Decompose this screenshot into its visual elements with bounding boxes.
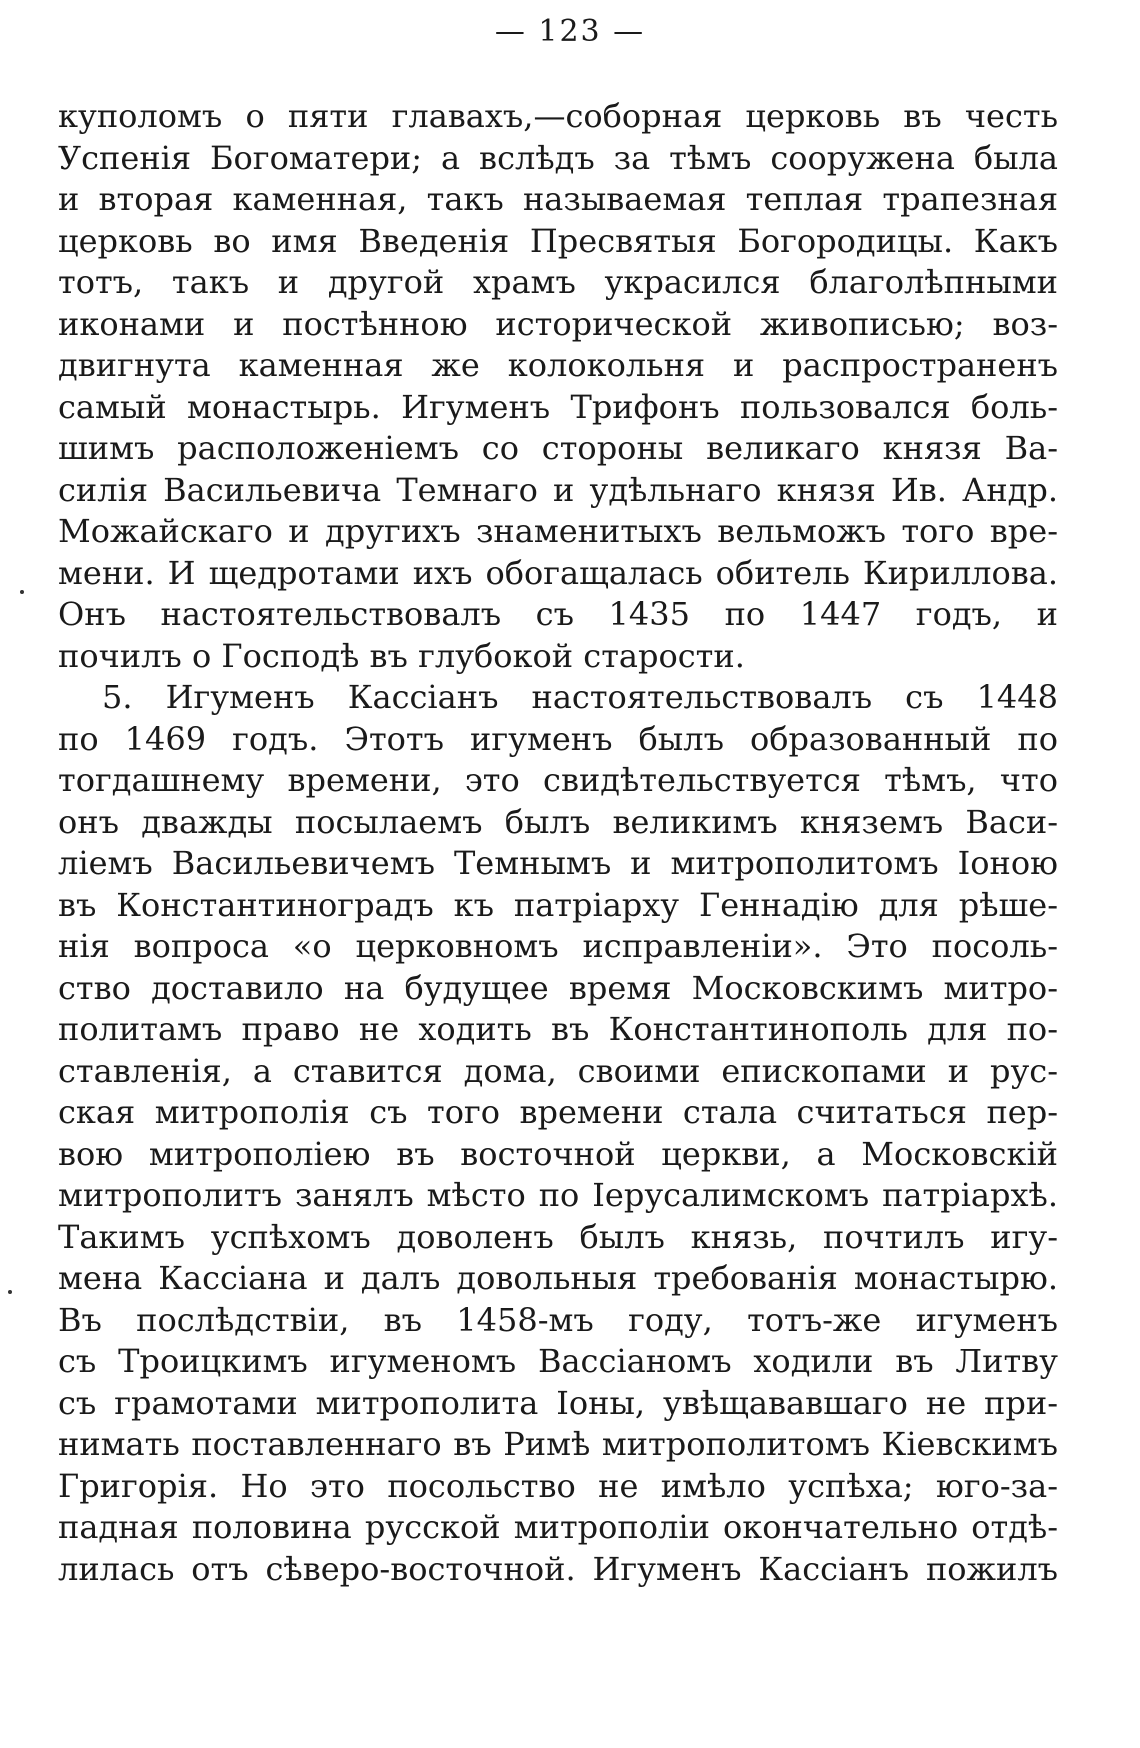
- text-line: ставленія, а ставится дома, своими епископами и рус-: [58, 1051, 1058, 1090]
- margin-speck: [20, 590, 24, 594]
- text-line: лилась отъ сѣверо-восточной. Игуменъ Кассіанъ пожилъ: [58, 1549, 1058, 1588]
- text-line: церковь во имя Введенія Пресвятыя Богородицы. Какъ: [58, 221, 1058, 260]
- text-line: Такимъ успѣхомъ доволенъ былъ князь, почтилъ игу-: [58, 1217, 1058, 1256]
- text-line: ліемъ Васильевичемъ Темнымъ и митрополитомъ Іоною: [58, 844, 1058, 882]
- text-line: Григорія. Но это посольство не имѣло успѣха; юго-за-: [58, 1466, 1058, 1505]
- text-line: съ Троицкимъ игуменомъ Вассіаномъ ходили въ Литву: [58, 1342, 1058, 1380]
- text-line: тотъ, такъ и другой храмъ украсился благолѣпными: [58, 263, 1058, 301]
- text-line: Успенія Богоматери; а вслѣдъ за тѣмъ сооружена была: [58, 138, 1058, 177]
- text-line: тогдашнему времени, это свидѣтельствуется тѣмъ, что: [58, 761, 1058, 799]
- text-line: самый монастырь. Игуменъ Трифонъ пользовался боль-: [58, 387, 1058, 426]
- paragraph-start-line: 5. Игуменъ Кассіанъ настоятельствовалъ съ 1448: [102, 678, 1058, 716]
- paragraph-end-line: почилъ о Господѣ въ глубокой старости.: [58, 636, 745, 675]
- text-line: нимать поставленнаго въ Римѣ митрополитомъ Кіевскимъ: [58, 1425, 1058, 1463]
- text-line: мена Кассіана и далъ довольныя требованія монастырю.: [58, 1259, 1058, 1297]
- text-line: шимъ расположеніемъ со стороны великаго князя Ва-: [58, 429, 1058, 467]
- text-line: въ Константиноградъ къ патріарху Геннадію для рѣше-: [58, 885, 1058, 924]
- text-line: политамъ право не ходить въ Константинополь для по-: [58, 1010, 1058, 1048]
- text-line: ская митрополія съ того времени стала считаться пер-: [58, 1093, 1058, 1131]
- text-line: митрополитъ занялъ мѣсто по Іерусалимскомъ патріархѣ.: [58, 1176, 1058, 1214]
- text-line: куполомъ о пяти главахъ,—соборная церковь въ честь: [58, 97, 1058, 135]
- text-line: двигнута каменная же колокольня и распространенъ: [58, 346, 1058, 384]
- page-number: — 123 —: [494, 14, 646, 49]
- text-line: онъ дважды посылаемъ былъ великимъ княземъ Васи-: [58, 802, 1058, 841]
- text-line: мени. И щедротами ихъ обогащалась обитель Кириллова.: [58, 553, 1058, 592]
- text-line: ство доставило на будущее время Московскимъ митро-: [58, 968, 1058, 1007]
- text-line: вою митрополіею въ восточной церкви, а Московскій: [58, 1134, 1058, 1173]
- body-text: [58, 96, 1058, 1590]
- margin-speck: [8, 1290, 12, 1294]
- text-line: и вторая каменная, такъ называемая теплая трапезная: [58, 180, 1058, 218]
- text-line: падная половина русской митрополіи окончательно отдѣ-: [58, 1508, 1058, 1546]
- text-line: Онъ настоятельствовалъ съ 1435 по 1447 годъ, и: [58, 595, 1058, 633]
- text-line: Въ послѣдствіи, въ 1458-мъ году, тотъ-же игуменъ: [58, 1300, 1058, 1339]
- text-line: Можайскаго и другихъ знаменитыхъ вельможъ того вре-: [58, 512, 1058, 550]
- text-line: съ грамотами митрополита Іоны, увѣщававшаго не при-: [58, 1383, 1058, 1422]
- text-line: силія Васильевича Темнаго и удѣльнаго князя Ив. Андр.: [58, 470, 1058, 509]
- text-line: нія вопроса «о церковномъ исправленіи». Это посоль-: [58, 927, 1058, 965]
- text-line: иконами и постѣнною исторической живописью; воз-: [58, 304, 1058, 343]
- text-line: по 1469 годъ. Этотъ игуменъ былъ образованный по: [58, 719, 1058, 758]
